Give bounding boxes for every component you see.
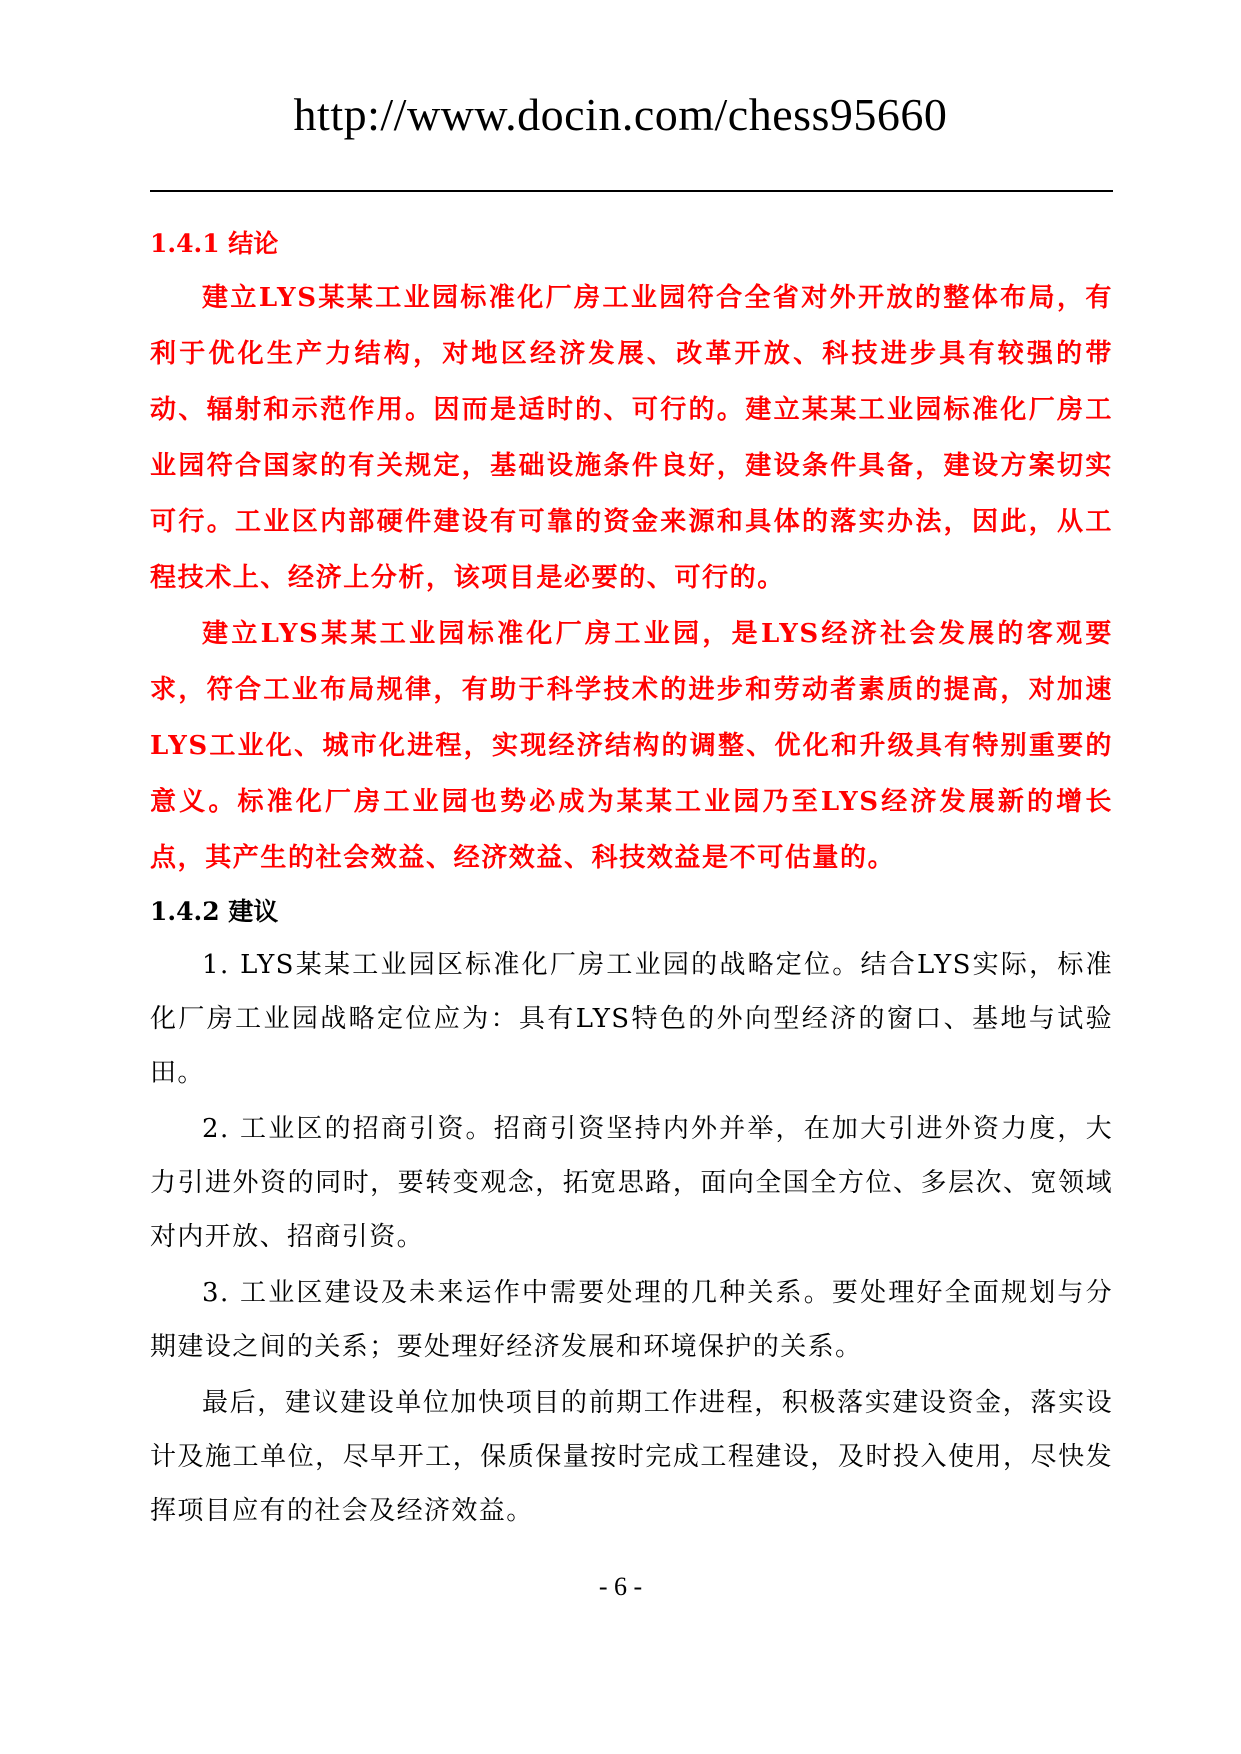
suggestion-paragraph: 3. 工业区建设及未来运作中需要处理的几种关系。要处理好全面规划与分期建设之间的关系；要处理好经济发展和环境保护的关系。 [150, 1278, 1113, 1362]
conclusion-paragraph: 建立LYS某某工业园标准化厂房工业园，是LYS经济社会发展的客观要求，符合工业布局规律，有助于科学技术的进步和劳动者素质的提高，对加速LYS工业化、城市化进程，实现经济结构的调整、优化和升级具有特别重要的意义。标准化厂房工业园也势必成为某某工业园乃至LYS经济发展新的增长点，其产生的社会效益、经济效益、科技效益是不可估量的。 [150, 619, 1113, 873]
conclusion-paragraph: 建立LYS某某工业园标准化厂房工业园符合全省对外开放的整体布局，有利于优化生产力结构，对地区经济发展、改革开放、科技进步具有较强的带动、辐射和示范作用。因而是适时的、可行的。建立某某工业园标准化厂房工业园符合国家的有关规定，基础设施条件良好，建设条件具备，建设方案切实可行。工业区内部硬件建设有可靠的资金来源和具体的落实办法，因此，从工程技术上、经济上分析，该项目是必要的、可行的。 [150, 283, 1113, 593]
suggestion-paragraph: 最后，建议建设单位加快项目的前期工作进程，积极落实建设资金，落实设计及施工单位，尽早开工，保质保量按时完成工程建设，及时投入使用，尽快发挥项目应有的社会及经济效益。 [150, 1388, 1113, 1526]
header-divider [150, 190, 1113, 192]
section-heading-conclusion: 1.4.1 结论 [150, 229, 279, 258]
document-body [150, 218, 1113, 1538]
section-heading-suggestion: 1.4.2 建议 [150, 897, 279, 926]
suggestion-paragraph: 1. LYS某某工业园区标准化厂房工业园的战略定位。结合LYS实际，标准化厂房工业园战略定位应为：具有LYS特色的外向型经济的窗口、基地与试验田。 [150, 950, 1113, 1088]
header-url: http://www.docin.com/chess95660 [293, 89, 948, 140]
suggestion-paragraph: 2. 工业区的招商引资。招商引资坚持内外并举，在加大引进外资力度，大力引进外资的同时，要转变观念，拓宽思路，面向全国全方位、多层次、宽领域对内开放、招商引资。 [150, 1114, 1113, 1252]
page-number: - 6 - [598, 1572, 643, 1601]
